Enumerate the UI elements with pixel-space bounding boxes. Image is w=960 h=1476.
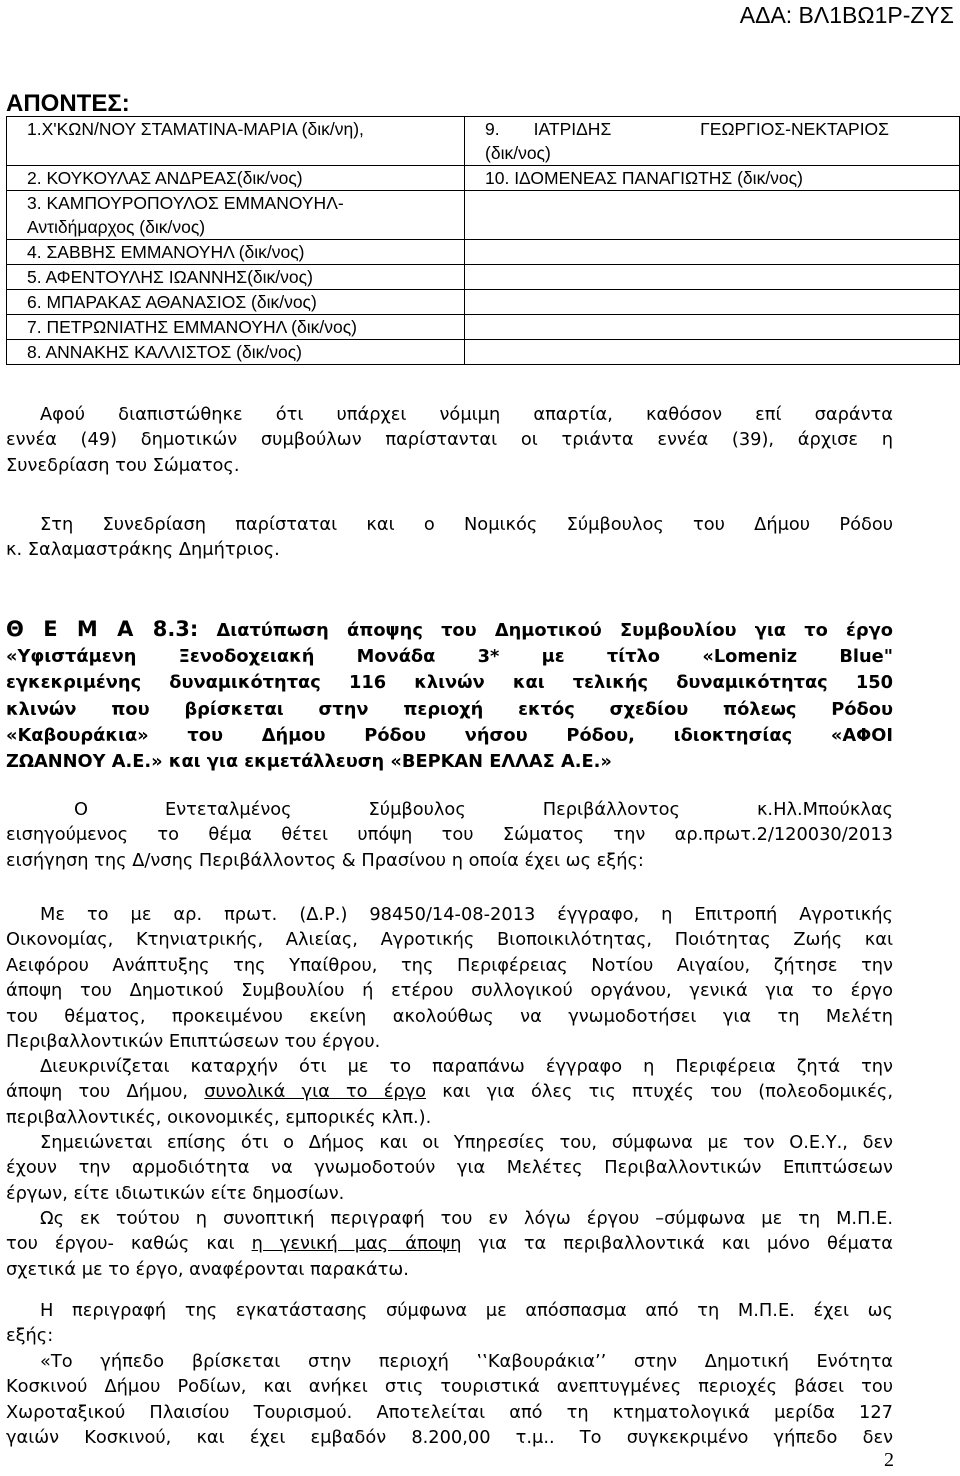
quorum-paragraph: Αφού διαπιστώθηκε ότι υπάρχει νόμιμη απαρτία, καθόσον επί σαράντα εννέα (49) δημοτικών συμβούλων παρίστανται οι τριάντα εννέα (39), άρχισε η Συνεδρίαση του Σώματος. xyxy=(6,404,893,476)
absent-member: 7. ΠΕΤΡΩΝΙΑΤΗΣ ΕΜΜΑΝΟΥΗΛ (δικ/νος) xyxy=(7,315,465,340)
absent-member: 9. ΙΑΤΡΙΔΗΣ ΓΕΩΡΓΙΟΣ-ΝΕΚΤΑΡΙΟΣ (δικ/νος) xyxy=(465,117,960,166)
paragraph-summary: Ως εκ τούτου η συνοπτική περιγραφή του εν λόγω έργου –σύμφωνα με τη Μ.Π.Ε. του έργου- καθώς και η γενική μας άποψη για τα περιβαλλοντικά και μόνο θέματα σχετικά με το έργο, αναφέρονται παρακάτω. xyxy=(6,1208,894,1280)
absent-members-table xyxy=(6,116,960,365)
absent-member: 5. ΑΦΕΝΤΟΥΛΗΣ ΙΩΑΝΝΗΣ(δικ/νος) xyxy=(7,265,465,290)
ada-code: ΑΔΑ: ΒΛ1ΒΩ1Ρ-ΖΥΣ xyxy=(739,2,954,28)
underlined-phrase: η γενική μας άποψη xyxy=(251,1233,462,1255)
paragraph-site-description: «Το γήπεδο βρίσκεται στην περιοχή ‛‛Καβουράκια’’ στην Δημοτική Ενότητα Κοσκινού Δήμου Ροδίων, και ανήκει στις τουριστικά ανεπτυγμένες περιοχές βάσει του Χωροταξικού Πλαισίου Τουρισμού. Αποτελείται από τη κτηματολογικά μερίδα 127 γαιών Κοσκινού, και έχει εμβαδόν 8.200,00 τ.μ.. Το συγκεκριμένο γήπεδο δεν xyxy=(6,1351,893,1449)
absent-member: 4. ΣΑΒΒΗΣ ΕΜΜΑΝΟΥΗΛ (δικ/νος) xyxy=(7,240,465,265)
absent-member: 6. ΜΠΑΡΑΚΑΣ ΑΘΑΝΑΣΙΟΣ (δικ/νος) xyxy=(7,290,465,315)
theme-heading: Θ Ε Μ Α 8.3: Διατύπωση άποψης του Δημοτικού Συμβουλίου για το έργο «Υφιστάμενη Ξενοδοχειακή Μονάδα 3* με τίτλο «Lomeniz Blue" εγκεκριμένης δυναμικότητας 116 κλινών και τελικής δυναμικότητας 150 κλινών που βρίσκεται στην περιοχή εκτός σχεδίου πόλεως Ρόδου «Καβουράκια» του Δήμου Ρόδου νήσου Ρόδου, ιδιοκτησίας «ΑΦΟΙ ΖΩΑΝΝΟΥ Α.Ε.» και για εκμετάλλευση «ΒΕΡΚΑΝ ΕΛΛΑΣ Α.Ε.» xyxy=(6,617,893,773)
paragraph-clarification: Διευκρινίζεται καταρχήν ότι με το παραπάνω έγγραφο η Περιφέρεια ζητά την άποψη του Δήμου, συνολικά για το έργο και για όλες τις πτυχές του (πολεοδομικές, περιβαλλοντικές, οικονομικές, εμπορικές κλπ.). xyxy=(6,1056,893,1128)
page-number: 2 xyxy=(884,1449,894,1471)
paragraph-competence: Σημειώνεται επίσης ότι ο Δήμος και οι Υπηρεσίες του, σύμφωνα με τον Ο.Ε.Υ., δεν έχουν την αρμοδιότητα να γνωμοδοτούν για Μελέτες Περιβαλλοντικών Επιπτώσεων έργων, είτε ιδιωτικών είτε δημοσίων. xyxy=(6,1132,893,1204)
rapporteur-paragraph: Ο Εντεταλμένος Σύμβουλος Περιβάλλοντος κ.Ηλ.Μπούκλας εισηγούμενος το θέμα θέτει υπόψη του Σώματος την αρ.πρωτ.2/120030/2013 εισήγηση της Δ/νσης Περιβάλλοντος & Πρασίνου η οποία έχει ως εξής: xyxy=(6,799,893,871)
paragraph-description-intro: Η περιγραφή της εγκατάστασης σύμφωνα με απόσπασμα από τη Μ.Π.Ε. έχει ως εξής: xyxy=(6,1300,893,1347)
absent-member: 2. ΚΟΥΚΟΥΛΑΣ ΑΝΔΡΕΑΣ(δικ/νος) xyxy=(7,166,465,191)
absent-member: 3. ΚΑΜΠΟΥΡΟΠΟΥΛΟΣ ΕΜΜΑΝΟΥΗΛ- Αντιδήμαρχος (δικ/νος) xyxy=(7,191,465,240)
absent-member: 10. ΙΔΟΜΕΝΕΑΣ ΠΑΝΑΓΙΩΤΗΣ (δικ/νος) xyxy=(465,166,960,191)
paragraph-request: Με το με αρ. πρωτ. (Δ.Ρ.) 98450/14-08-2013 έγγραφο, η Επιτροπή Αγροτικής Οικονομίας, Κτηνιατρικής, Αλιείας, Αγροτικής Βιοποικιλότητας, Ποιότητας Ζωής και Αειφόρου Ανάπτυξης της Υπαίθρου, της Περιφέρειας Νοτίου Αιγαίου, ζήτησε την άποψη του Δημοτικού Συμβουλίου ή ετέρου συλλογικού οργάνου, γενικά για το έργο του θέματος, προκειμένου εκείνη ακολούθως να γνωμοδοτήσει για τη Μελέτη Περιβαλλοντικών Επιπτώσεων του έργου. xyxy=(6,904,893,1053)
underlined-phrase: συνολικά για το έργο xyxy=(204,1081,427,1103)
theme-label: Θ Ε Μ Α 8.3: xyxy=(6,617,199,641)
absent-heading: ΑΠΟΝΤΕΣ: xyxy=(6,90,130,117)
absent-member: 8. ΑΝΝΑΚΗΣ ΚΑΛΛΙΣΤΟΣ (δικ/νος) xyxy=(7,340,465,365)
absent-member: 1.Χ'ΚΩΝ/ΝΟΥ ΣΤΑΜΑΤΙΝΑ-ΜΑΡΙΑ (δικ/νη), xyxy=(7,117,465,166)
legal-advisor-paragraph: Στη Συνεδρίαση παρίσταται και ο Νομικός Σύμβουλος του Δήμου Ρόδου κ. Σαλαμαστράκης Δημήτριος. xyxy=(6,514,893,561)
